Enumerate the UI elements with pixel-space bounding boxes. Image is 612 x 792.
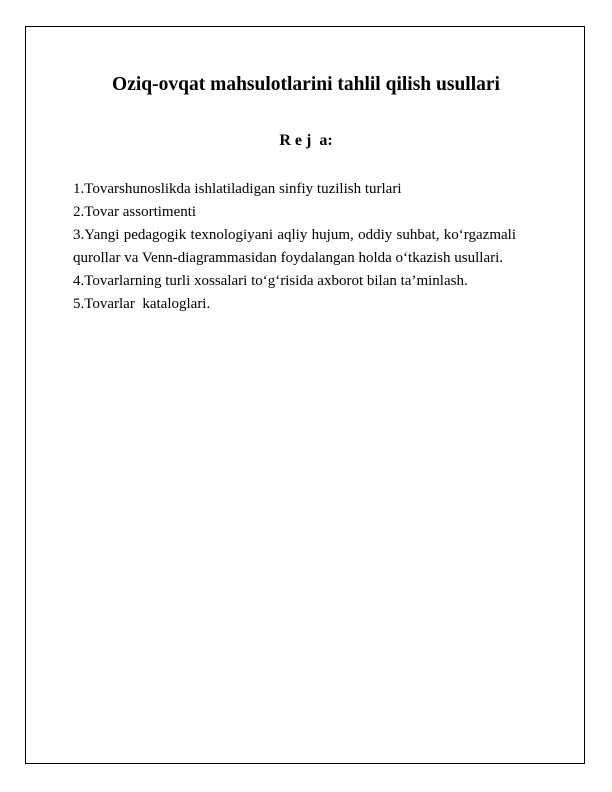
plan-item-4: 4.Tovarlarning turli xossalari to‘g‘risida axborot bilan ta’minlash. (73, 273, 468, 289)
plan-item-1: 1.Tovarshunoslikda ishlatiladigan sinfiy tuzilish turlari (73, 181, 402, 197)
document-title: Oziq-ovqat mahsulotlarini tahlil qilish usullari (112, 74, 500, 95)
plan-heading: R e j a: (279, 132, 333, 149)
plan-item-5: 5.Tovarlar kataloglari. (73, 296, 211, 312)
plan-list (73, 178, 516, 316)
plan-item-2: 2.Tovar assortimenti (73, 204, 197, 220)
plan-item-3: 3.Yangi pedagogik texnologiyani aqliy hujum, oddiy suhbat, ko‘rgazmali qurollar va Venn-diagrammasidan foydalangan holda o‘tkazish usullari. (73, 227, 516, 266)
